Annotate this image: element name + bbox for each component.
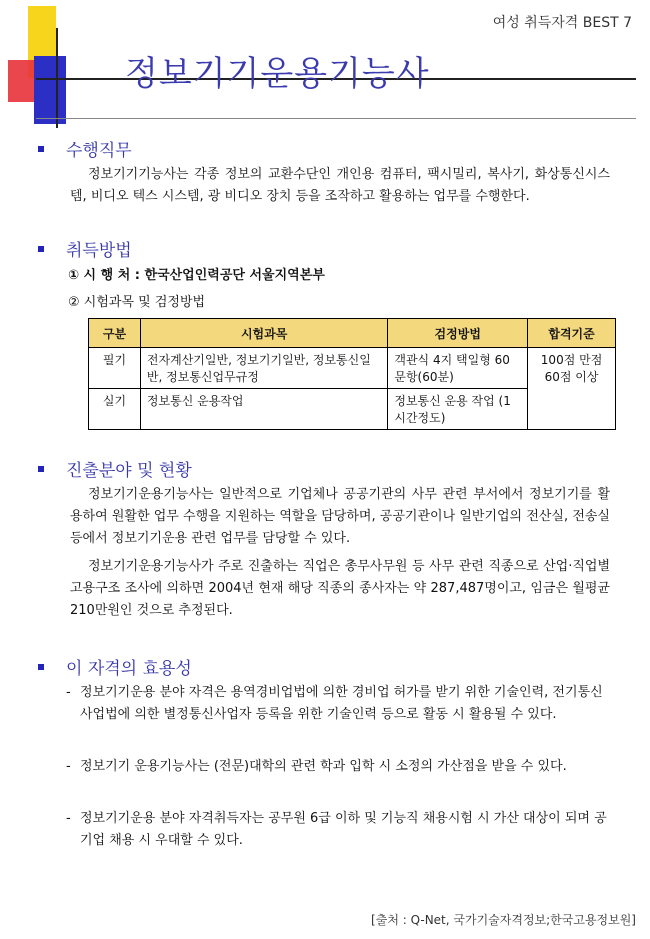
benefit-item <box>66 808 611 852</box>
table-header: 검정방법 <box>388 319 528 348</box>
dash-icon: - <box>66 685 71 700</box>
dash-icon: - <box>66 759 71 774</box>
table-cell-method: 정보통신 운용 작업 (1시간정도) <box>388 389 528 430</box>
title-underline <box>36 118 636 119</box>
table-header: 합격기준 <box>528 319 616 348</box>
decor-blue-block <box>34 56 66 124</box>
bullet-icon <box>38 466 44 472</box>
table-row <box>89 348 616 389</box>
section-heading-text: 진출분야 및 현황 <box>66 461 192 481</box>
duty-text: 정보기기기능사는 각종 정보의 교환수단인 개인용 컴퓨터, 팩시밀리, 복사기, 화상통신시스템, 비디오 텍스 시스템, 광 비디오 장치 등을 조작하고 활용하는 업무를 수행한다. <box>70 167 610 204</box>
section-heading-benefit <box>38 654 192 679</box>
table-header: 시험과목 <box>140 319 387 348</box>
benefit-item-text: 정보기기운용 분야 자격은 용역경비업법에 의한 경비업 허가를 받기 위한 기술인력, 전기통신사업법에 의한 별정통신사업자 등록을 위한 기술인력 등으로 활동 시 활용될 수 있다. <box>80 685 603 722</box>
table-cell-type: 필기 <box>89 348 141 389</box>
table-cell-subject: 정보통신 운용작업 <box>140 389 387 430</box>
dash-icon: - <box>66 811 71 826</box>
career-paragraph-1: 정보기기운용기능사는 일반적으로 기업체나 공공기관의 사무 관련 부서에서 정보기기를 활용하여 원활한 업무 수행을 지원하는 역할을 담당하며, 공공기관이나 일반기업의 전산실, 전송실 등에서 정보기기운용 관련 업무를 담당할 수 있다. <box>70 487 610 546</box>
bullet-icon <box>38 246 44 252</box>
table-cell-subject: 전자계산기일반, 정보기기일반, 정보통신일반, 정보통신업무규정 <box>140 348 387 389</box>
benefit-item-text: 정보기기운용 분야 자격취득자는 공무원 6급 이하 및 기능직 채용시험 시 가산 대상이 되며 공기업 채용 시 우대할 수 있다. <box>80 811 607 848</box>
footer-source: [출처 : Q-Net, 국가기술자격정보;한국고용정보원] <box>371 913 636 927</box>
benefit-item <box>66 756 611 778</box>
career-paragraph-2: 정보기기운용기능사가 주로 진출하는 직업은 총무사무원 등 사무 관련 직종으로 산업·직업별 고용구조 조사에 의하면 2004년 현재 해당 직종의 종사자는 약 287,487명이고, 임금은 월평균 210만원인 것으로 추정된다. <box>70 559 610 618</box>
table-header: 구분 <box>89 319 141 348</box>
table-cell-type: 실기 <box>89 389 141 430</box>
exam-table <box>88 318 616 430</box>
section-heading-text: 수행직무 <box>66 141 132 161</box>
acquire-item-2: ② 시험과목 및 검정방법 <box>68 295 206 310</box>
bullet-icon <box>38 664 44 670</box>
benefit-item <box>66 682 611 726</box>
page-title: 정보기기운용기능사 <box>125 54 430 94</box>
benefit-item-text: 정보기기 운용기능사는 (전문)대학의 관련 학과 입학 시 소정의 가산점을 받을 수 있다. <box>80 759 567 774</box>
header-label: 여성 취득자격 BEST 7 <box>492 15 632 31</box>
table-cell-pass: 100점 만점 60점 이상 <box>528 348 616 430</box>
section-heading-duty <box>38 136 132 161</box>
section-heading-text: 취득방법 <box>66 241 132 261</box>
bullet-icon <box>38 146 44 152</box>
section-heading-acquire <box>38 236 132 261</box>
section-heading-career <box>38 456 192 481</box>
table-cell-method: 객관식 4지 택일형 60문항(60분) <box>388 348 528 389</box>
acquire-item-1: ① 시 행 처 : 한국산업인력공단 서울지역본부 <box>68 268 325 283</box>
section-heading-text: 이 자격의 효용성 <box>66 659 192 679</box>
